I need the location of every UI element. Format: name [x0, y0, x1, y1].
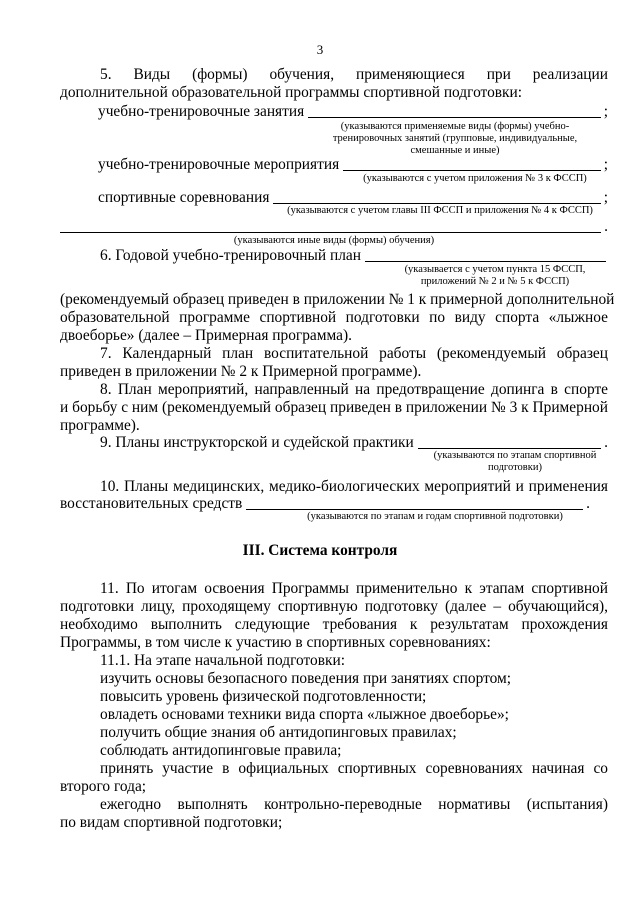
- field-note: (указываются с учетом приложения № 3 к ФССП): [363, 173, 587, 184]
- field-end: ;: [603, 189, 608, 206]
- fill-line: [246, 508, 583, 510]
- page-number: 3: [316, 42, 324, 57]
- field-end: .: [604, 218, 608, 235]
- s8-line3: программе).: [60, 417, 140, 434]
- field-label: 6. Годовой учебно-тренировочный план: [100, 247, 361, 264]
- s6-line1: (рекомендуемый образец приведен в приложении № 1 к примерной дополнительной: [60, 291, 615, 308]
- field-end: ;: [603, 103, 608, 120]
- field-note: (указываются применяемые виды (формы) учебно-: [340, 121, 570, 132]
- field-label: восстановительных средств: [60, 495, 243, 512]
- fill-line: [60, 231, 601, 233]
- list-item: получить общие знания об антидопинговых правилах;: [100, 724, 457, 741]
- field-note: смешанные и иные): [410, 145, 500, 156]
- fill-line: [365, 260, 606, 262]
- list-item: изучить основы безопасного поведения при занятиях спортом;: [100, 670, 512, 687]
- fill-line: [273, 202, 600, 204]
- field-note: (указываются иные виды (формы) обучения): [233, 235, 435, 246]
- word: выполнять: [177, 796, 248, 813]
- word: Виды: [133, 66, 171, 83]
- s7-line1: 7. Календарный план воспитательной работы (рекомендуемый образец: [100, 345, 608, 362]
- fill-line: [418, 447, 601, 449]
- word: нормативы: [438, 796, 511, 813]
- word: ежегодно: [100, 796, 162, 813]
- form-field-annual-plan: [60, 247, 608, 265]
- field-label: 9. Планы инструкторской и судейской практики: [100, 434, 414, 451]
- field-label: учебно-тренировочные занятия: [98, 103, 305, 120]
- s5-line1: [60, 66, 608, 84]
- field-note: тренировочных занятий (групповые, индивидуальные,: [332, 133, 578, 144]
- s10-line1: 10. Планы медицинских, медико-биологических мероприятий и применения: [100, 478, 608, 495]
- s8-line2: и борьбу с ним (рекомендуемый образец приведен в приложении № 3 к Примерной: [60, 399, 608, 416]
- s6-line2: образовательной программе спортивной подготовки по виду спорта «лыжное: [60, 309, 608, 326]
- word: контрольно-переводные: [264, 796, 422, 813]
- field-note: (указываются по этапам спортивной: [433, 450, 597, 461]
- field-label: спортивные соревнования: [98, 189, 270, 206]
- word: при: [486, 66, 511, 83]
- fill-line: [308, 116, 601, 118]
- word: обучения,: [269, 66, 335, 83]
- s11-line2: подготовки лицу, проходящему спортивную подготовку (далее – обучающийся),: [60, 598, 608, 615]
- fill-line: [343, 169, 601, 171]
- word: 5.: [100, 66, 112, 83]
- s11-line4: Программы, в том числе к участию в спортивных соревнованиях:: [60, 634, 491, 651]
- field-note: (указываются по этапам и годам спортивной подготовки): [307, 511, 563, 522]
- form-field-other-forms: [60, 218, 608, 236]
- word: (испытания): [526, 796, 608, 813]
- list-item-continuation: второго года;: [60, 778, 147, 795]
- form-field-training-events: [98, 156, 608, 174]
- field-note: (указываются с учетом главы III ФССП и приложения № 4 к ФССП): [287, 205, 593, 216]
- field-label: учебно-тренировочные мероприятия: [98, 156, 340, 173]
- field-end: ;: [603, 156, 608, 173]
- field-end: .: [604, 434, 608, 451]
- s11-line3: необходимо выполнить следующие требования к результатам прохождения: [60, 616, 608, 633]
- list-item: соблюдать антидопинговые правила;: [100, 742, 342, 759]
- s11-subsection: 11.1. На этапе начальной подготовки:: [100, 652, 346, 669]
- word: применяющиеся: [356, 66, 465, 83]
- form-field-training-sessions: [98, 103, 608, 121]
- list-item: принять участие в официальных спортивных соревнованиях начиная со: [100, 760, 608, 777]
- field-end: .: [586, 495, 590, 512]
- word: реализации: [532, 66, 608, 83]
- s8-line1: 8. План мероприятий, направленный на предотвращение допинга в спорте: [100, 381, 608, 398]
- list-item-continuation: по видам спортивной подготовки;: [60, 814, 283, 831]
- s11-line1: 11. По итогам освоения Программы применительно к этапам спортивной: [100, 580, 608, 597]
- field-note: (указывается с учетом пункта 15 ФССП,: [404, 264, 586, 275]
- list-item: повысить уровень физической подготовленности;: [100, 688, 427, 705]
- section-heading: III. Система контроля: [242, 542, 398, 559]
- word: (формы): [192, 66, 248, 83]
- field-note: приложений № 2 и № 5 к ФССП): [420, 276, 570, 287]
- s7-line2: приведен в приложении № 2 к Примерной программе).: [60, 363, 422, 380]
- list-item: [60, 796, 608, 814]
- list-item: овладеть основами техники вида спорта «лыжное двоеборье»;: [100, 706, 509, 723]
- s5-line2: дополнительной образовательной программы спортивной подготовки:: [60, 84, 523, 101]
- field-note: подготовки): [488, 462, 542, 473]
- s6-line3: двоеборье» (далее – Примерная программа).: [60, 327, 352, 344]
